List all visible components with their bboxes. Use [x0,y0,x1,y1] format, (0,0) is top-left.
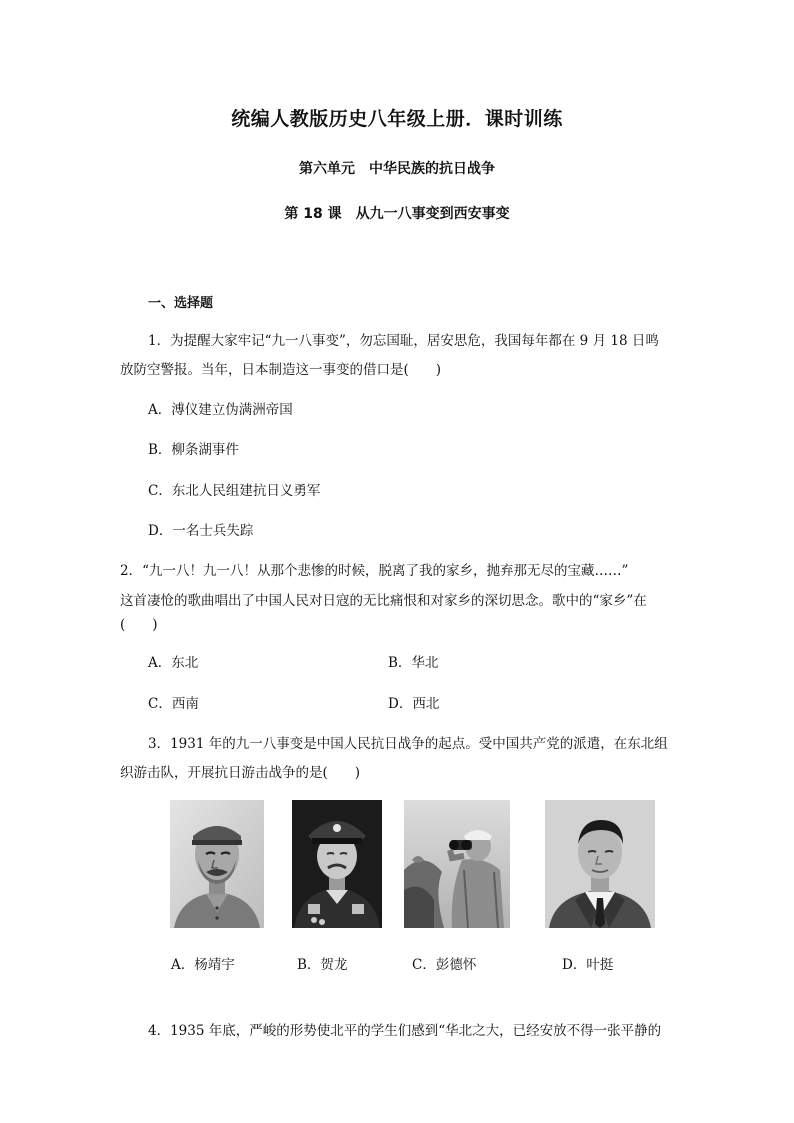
question-2-line-1: 2．“九一八！九一八！从那个悲惨的时候，脱离了我的家乡，抛弃那无尽的宝藏……” [120,563,629,579]
question-2-option-a: A．东北 [148,655,199,671]
question-2-option-c: C．西南 [148,696,199,712]
photo-portrait-d [545,800,655,928]
unit-title: 第六单元 中华民族的抗日战争 [299,161,495,177]
question-1-option-a: A．溥仪建立伪满洲帝国 [148,402,293,418]
photo-scene-c [404,800,510,928]
question-3-option-a: A．杨靖宇 [171,957,235,973]
question-1-option-b: B．柳条湖事件 [148,442,239,458]
question-1-option-c: C．东北人民组建抗日义勇军 [148,483,321,499]
question-1-line-1: 1．为提醒大家牢记“九一八事变”，勿忘国耻，居安思危，我国每年都在 9 月 18 日鸣 [148,333,659,349]
question-4-line-1: 4．1935 年底，严峻的形势使北平的学生们感到“华北之大，已经安放不得一张平静的 [148,1023,662,1039]
photo-portrait-a [170,800,264,928]
question-3-line-1: 3．1931 年的九一八事变是中国人民抗日战争的起点。受中国共产党的派遣，在东北组 [148,736,668,752]
question-3-option-b: B．贺龙 [297,957,348,973]
document-title: 统编人教版历史八年级上册．课时训练 [231,108,563,130]
question-2-line-3: ( ) [120,617,158,633]
question-1-line-2: 放防空警报。当年，日本制造这一事变的借口是( ) [120,362,442,378]
lesson-title: 第 18 课 从九一八事变到西安事变 [284,206,510,222]
question-2-option-b: B．华北 [388,655,439,671]
question-2-option-d: D．西北 [388,696,440,712]
question-3-line-2: 织游击队，开展抗日游击战争的是( ) [120,765,361,781]
question-3-option-c: C．彭德怀 [412,957,477,973]
section-heading: 一、选择题 [148,296,214,311]
question-3-option-d: D．叶挺 [562,957,614,973]
photo-portrait-b [292,800,382,928]
question-2-line-2: 这首凄怆的歌曲唱出了中国人民对日寇的无比痛恨和对家乡的深切思念。歌中的“家乡”在 [120,593,647,609]
question-1-option-d: D．一名士兵失踪 [148,523,254,539]
